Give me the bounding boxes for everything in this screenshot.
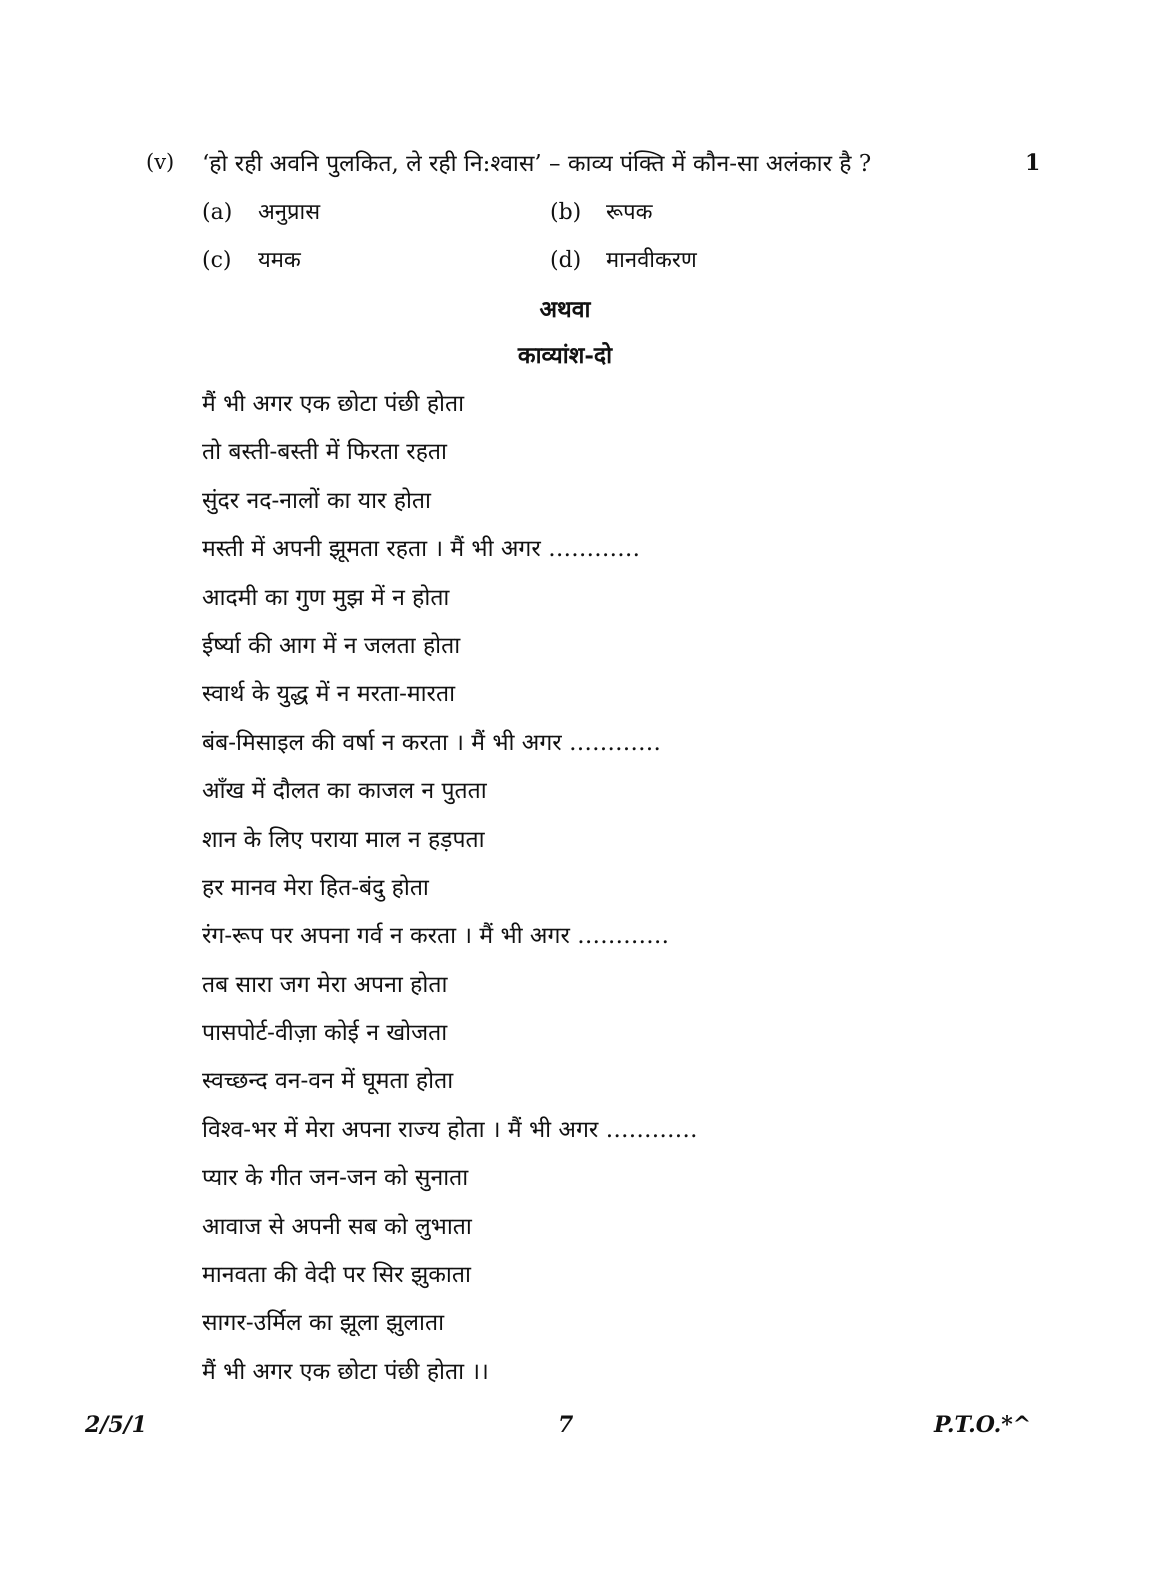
option-b [550, 196, 653, 226]
paper-code: 2/5/1 [85, 1412, 147, 1438]
poem-line: विश्व-भर में मेरा अपना राज्य होता । मैं भी अगर ………… [202, 1116, 698, 1143]
poem-line: हर मानव मेरा हित-बंदु होता [202, 874, 429, 901]
section-heading: काव्यांश-दो [517, 342, 613, 369]
option-letter: (b) [550, 200, 582, 225]
option-letter: (d) [550, 248, 582, 273]
poem-line: मस्ती में अपनी झूमता रहता । मैं भी अगर ………… [202, 536, 641, 563]
poem-line: शान के लिए पराया माल न हड़पता [202, 826, 485, 853]
option-text: रूपक [606, 200, 653, 225]
question-marks: 1 [1025, 150, 1041, 176]
poem [202, 384, 698, 1400]
poem-line: तब सारा जग मेरा अपना होता [202, 971, 448, 998]
option-text: मानवीकरण [606, 248, 697, 273]
option-text: यमक [258, 248, 301, 273]
poem-line: रंग-रूप पर अपना गर्व न करता । मैं भी अगर ………… [202, 923, 670, 950]
poem-line: सुंदर नद-नालों का यार होता [202, 487, 431, 514]
pto-label: P.T.O.*^ [934, 1412, 1032, 1438]
option-c [202, 244, 301, 274]
poem-line: मानवता की वेदी पर सिर झुकाता [202, 1262, 471, 1289]
page-number: 7 [558, 1412, 574, 1438]
poem-line: ईर्ष्या की आग में न जलता होता [202, 632, 461, 659]
poem-line: मैं भी अगर एक छोटा पंछी होता [202, 391, 465, 417]
option-text: अनुप्रास [258, 200, 321, 225]
poem-line: आँख में दौलत का काजल न पुतता [202, 778, 487, 805]
poem-line: आदमी का गुण मुझ में न होता [202, 584, 450, 611]
poem-line: बंब-मिसाइल की वर्षा न करता । मैं भी अगर ………… [202, 729, 662, 756]
poem-line: स्वार्थ के युद्ध में न मरता-मारता [202, 681, 456, 708]
poem-line: स्वच्छन्द वन-वन में घूमता होता [202, 1068, 454, 1095]
option-letter: (c) [202, 248, 232, 273]
poem-line: पासपोर्ट-वीज़ा कोई न खोजता [202, 1020, 448, 1047]
question-number: (v) [146, 150, 175, 174]
option-a [202, 196, 320, 226]
poem-line: प्यार के गीत जन-जन को सुनाता [202, 1165, 469, 1192]
poem-line: तो बस्ती-बस्ती में फिरता रहता [202, 439, 447, 466]
option-d [550, 244, 697, 274]
poem-line: आवाज से अपनी सब को लुभाता [202, 1213, 472, 1240]
poem-line: मैं भी अगर एक छोटा पंछी होता ।। [202, 1358, 489, 1385]
question-text: ‘हो रही अवनि पुलकित, ले रही नि:श्वास’ – काव्य पंक्ति में कौन-सा अलंकार है ? [202, 151, 872, 177]
poem-line: सागर-उर्मिल का झूला झुलाता [202, 1310, 445, 1337]
option-letter: (a) [202, 200, 233, 225]
or-heading: अथवा [539, 296, 591, 323]
